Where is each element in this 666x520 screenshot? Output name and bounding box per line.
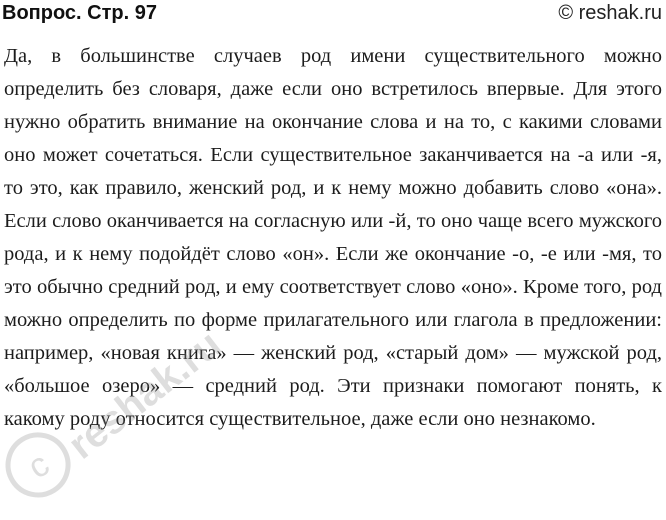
copyright-label: © reshak.ru [558, 2, 662, 24]
watermark-text: reshak.ru [60, 322, 230, 468]
watermark-ring-icon [0, 424, 79, 507]
page-header [0, 0, 666, 30]
question-title: Вопрос. Стр. 97 [2, 2, 157, 24]
answer-text: Да, в большинстве случаев род имени существительного можно определить без словаря, даже если оно встретилось впервые. Для этого нужно обратить внимание на окончание слова и на то, с какими словами оно может сочетаться. Если существительное заканчивается на -а или -я, то это, как правило, женский род, и к нему можно добавить слово «она». Если слово оканчивается на согласную или -й, то оно чаще всего мужского рода, и к нему подойдёт слово «он». Если же окончание -о, -е или -мя, то это обычно средний род, и ему соответствует слово «оно». Кроме того, род можно определить по форме прилагательного или глагола в предложении: например, «новая книга» — женский род, «старый дом» — мужской род, «большое озеро» — средний род. Эти признаки помогают понять, к какому роду относится существительное, даже если оно незнакомо. [4, 45, 662, 430]
watermark-copyright-icon: c [21, 445, 56, 487]
